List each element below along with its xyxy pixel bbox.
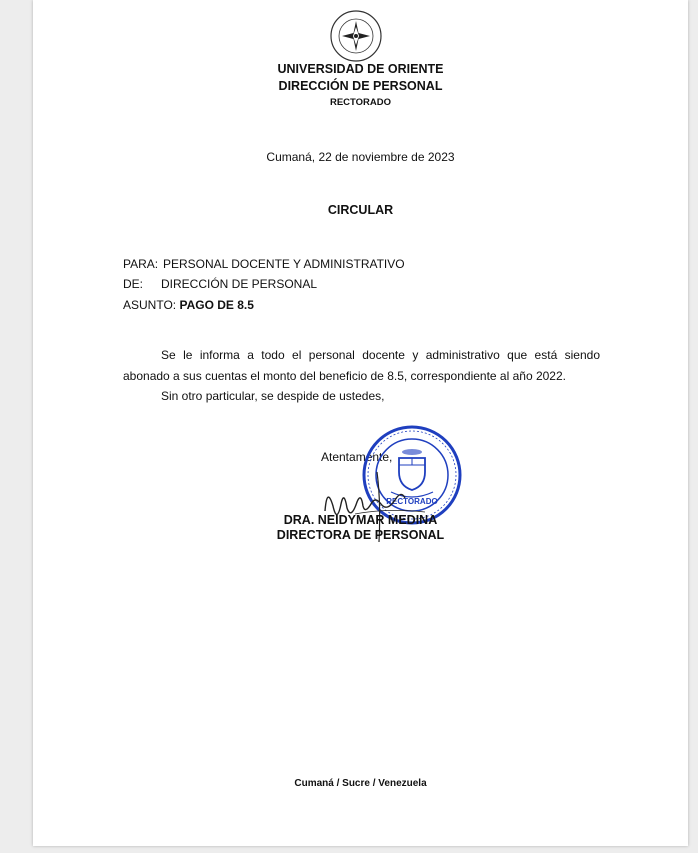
closing-sentence: Sin otro particular, se despide de ustedes,	[161, 389, 385, 403]
de-label: DE:	[123, 277, 144, 291]
department-name: DIRECCIÓN DE PERSONAL	[278, 79, 443, 93]
closing-salutation: Atentamente,	[321, 450, 393, 464]
signatory-title: DIRECTORA DE PERSONAL	[276, 528, 445, 542]
de-line	[123, 277, 317, 291]
para-label: PARA:	[123, 257, 159, 271]
document-page	[33, 0, 688, 846]
para-line	[123, 257, 405, 271]
de-value: DIRECCIÓN DE PERSONAL	[161, 277, 318, 291]
university-name: UNIVERSIDAD DE ORIENTE	[277, 62, 444, 76]
body-paragraph: Se le informa a todo el personal docente y administrativo que está siendo abonado a sus cuentas el monto del beneficio de 8.5, correspondiente al año 2022.	[123, 348, 600, 383]
stamp-label: RECTORADO	[386, 497, 438, 506]
footer-location: Cumaná / Sucre / Venezuela	[294, 778, 427, 789]
document-type: CIRCULAR	[327, 203, 394, 217]
asunto-line	[123, 298, 254, 312]
asunto-value: PAGO DE 8.5	[179, 298, 254, 312]
asunto-label: ASUNTO:	[123, 298, 177, 312]
office-name: RECTORADO	[329, 97, 392, 108]
university-seal-icon	[329, 8, 383, 64]
date-line: Cumaná, 22 de noviembre de 2023	[266, 150, 455, 164]
signatory-name: DRA. NEIDYMAR MEDINA	[283, 513, 438, 527]
para-value: PERSONAL DOCENTE Y ADMINISTRATIVO	[163, 257, 405, 271]
